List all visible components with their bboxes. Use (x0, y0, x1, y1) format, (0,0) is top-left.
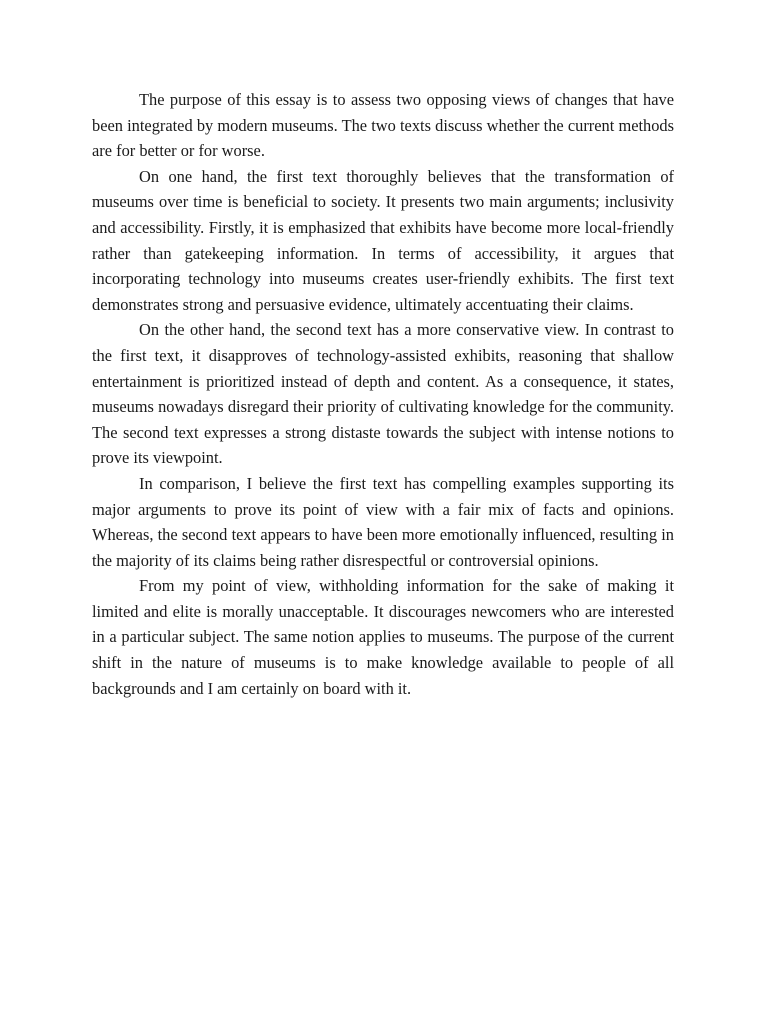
paragraph-introduction: The purpose of this essay is to assess two opposing views of changes that have been integrated by modern museums. The two texts discuss whether the current methods are for better or for worse. (92, 90, 674, 161)
paragraph-second-text: On the other hand, the second text has a more conservative view. In contrast to the first text, it disapproves of technology-assisted exhibits, reasoning that shallow entertainment is prioritized instead of depth and content. As a consequence, it states, museums nowadays disregard their priority of cultivating knowledge for the community. The second text expresses a strong distaste towards the subject with intense notions to prove its viewpoint. (92, 320, 674, 468)
paragraph-comparison: In comparison, I believe the first text has compelling examples supporting its major arguments to prove its point of view with a fair mix of facts and opinions. Whereas, the second text appears to have been more emotionally influenced, resulting in the majority of its claims being rather disrespectful or controversial opinions. (92, 473, 674, 570)
paragraph-first-text: On one hand, the first text thoroughly believes that the transformation of museums over time is beneficial to society. It presents two main arguments; inclusivity and accessibility. Firstly, it is emphasized that exhibits have become more local-friendly rather than gatekeeping information. In terms of accessibility, it argues that incorporating technology into museums creates user-friendly exhibits. The first text demonstrates strong and persuasive evidence, ultimately accentuating their claims. (92, 166, 674, 314)
essay-body (92, 87, 674, 701)
paragraph-conclusion: From my point of view, withholding information for the sake of making it limited and elite is morally unacceptable. It discourages newcomers who are interested in a particular subject. The same notion applies to museums. The purpose of the current shift in the nature of museums is to make knowledge available to people of all backgrounds and I am certainly on board with it. (92, 576, 674, 698)
